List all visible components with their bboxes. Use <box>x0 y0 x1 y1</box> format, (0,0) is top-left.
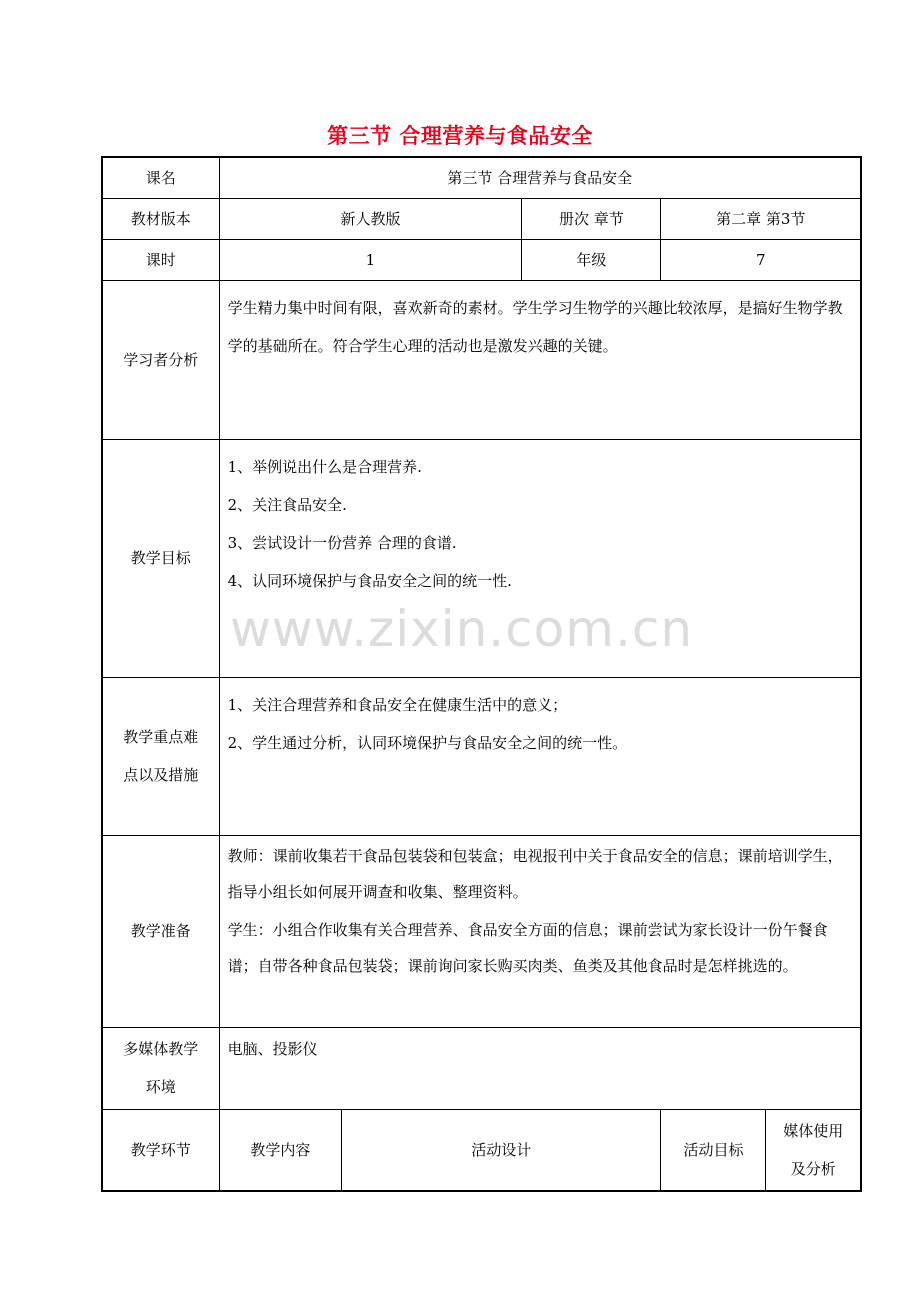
period-value: 1 <box>219 239 522 280</box>
key-points-label-line2: 点以及措施 <box>123 766 199 784</box>
course-name-value: 第三节 合理营养与食品安全 <box>219 157 861 198</box>
row-period <box>102 239 861 280</box>
header-media-usage <box>766 1109 861 1191</box>
header-activity-goal: 活动目标 <box>661 1109 766 1191</box>
row-teaching-goals <box>102 439 861 677</box>
row-header <box>102 1109 861 1191</box>
header-media-usage-line2: 及分析 <box>790 1159 836 1178</box>
volume-chapter-value: 第二章 第3节 <box>661 198 861 239</box>
header-teaching-stage: 教学环节 <box>102 1109 219 1191</box>
page-title: 第三节 合理营养与食品安全 <box>327 123 593 148</box>
teaching-goals-label: 教学目标 <box>102 439 219 677</box>
row-preparation <box>102 835 861 1027</box>
row-course-name <box>102 157 861 198</box>
preparation-teacher: 教师：课前收集若干食品包装袋和包装盒；电视报刊中关于食品安全的信息；课前培训学生，指导小组长如何展开调查和收集、整理资料。 <box>227 846 843 901</box>
watermark-text: www.zixin.com.cn <box>230 600 694 658</box>
lesson-plan-table <box>101 156 862 1192</box>
preparation-student: 学生：小组合作收集有关合理营养、食品安全方面的信息；课前尝试为家长设计一份午餐食谱；自带各种食品包装袋；课前询问家长购买肉类、鱼类及其他食品时是怎样挑选的。 <box>227 920 828 975</box>
grade-value: 7 <box>661 239 861 280</box>
row-learner-analysis <box>102 280 861 439</box>
preparation-text <box>219 835 861 1027</box>
goal-item: 3、尝试设计一份营养 合理的食谱. <box>227 533 457 552</box>
key-points-label-line1: 教学重点难 <box>123 728 199 746</box>
goal-item: 2、关注食品安全. <box>227 495 347 514</box>
goal-item: 1、举例说出什么是合理营养. <box>227 457 422 476</box>
volume-chapter-label: 册次 章节 <box>522 198 661 239</box>
media-value: 电脑、投影仪 <box>219 1027 861 1109</box>
header-teaching-content: 教学内容 <box>219 1109 342 1191</box>
goal-item: 4、认同环境保护与食品安全之间的统一性. <box>227 571 512 590</box>
media-label-line2: 环境 <box>145 1078 176 1096</box>
media-label <box>102 1027 219 1109</box>
header-media-usage-line1: 媒体使用 <box>783 1121 844 1140</box>
grade-label: 年级 <box>522 239 661 280</box>
preparation-label: 教学准备 <box>102 835 219 1027</box>
header-activity-design: 活动设计 <box>342 1109 661 1191</box>
key-point-item: 2、学生通过分析，认同环境保护与食品安全之间的统一性。 <box>227 733 628 752</box>
row-edition <box>102 198 861 239</box>
edition-label: 教材版本 <box>102 198 219 239</box>
course-name-label: 课名 <box>102 157 219 198</box>
learner-analysis-paragraph: 学生精力集中时间有限，喜欢新奇的素材。学生学习生物学的兴趣比较浓厚，是搞好生物学教学的基础所在。符合学生心理的活动也是激发兴趣的关键。 <box>227 298 843 355</box>
learner-analysis-text <box>219 280 861 439</box>
key-point-item: 1、关注合理营养和食品安全在健康生活中的意义； <box>227 695 568 714</box>
learner-analysis-label: 学习者分析 <box>102 280 219 439</box>
key-points-label <box>102 677 219 835</box>
key-points-list <box>219 677 861 835</box>
period-label: 课时 <box>102 239 219 280</box>
row-media <box>102 1027 861 1109</box>
row-key-points <box>102 677 861 835</box>
edition-value: 新人教版 <box>219 198 522 239</box>
media-label-line1: 多媒体教学 <box>123 1040 199 1058</box>
teaching-goals-list <box>219 439 861 677</box>
